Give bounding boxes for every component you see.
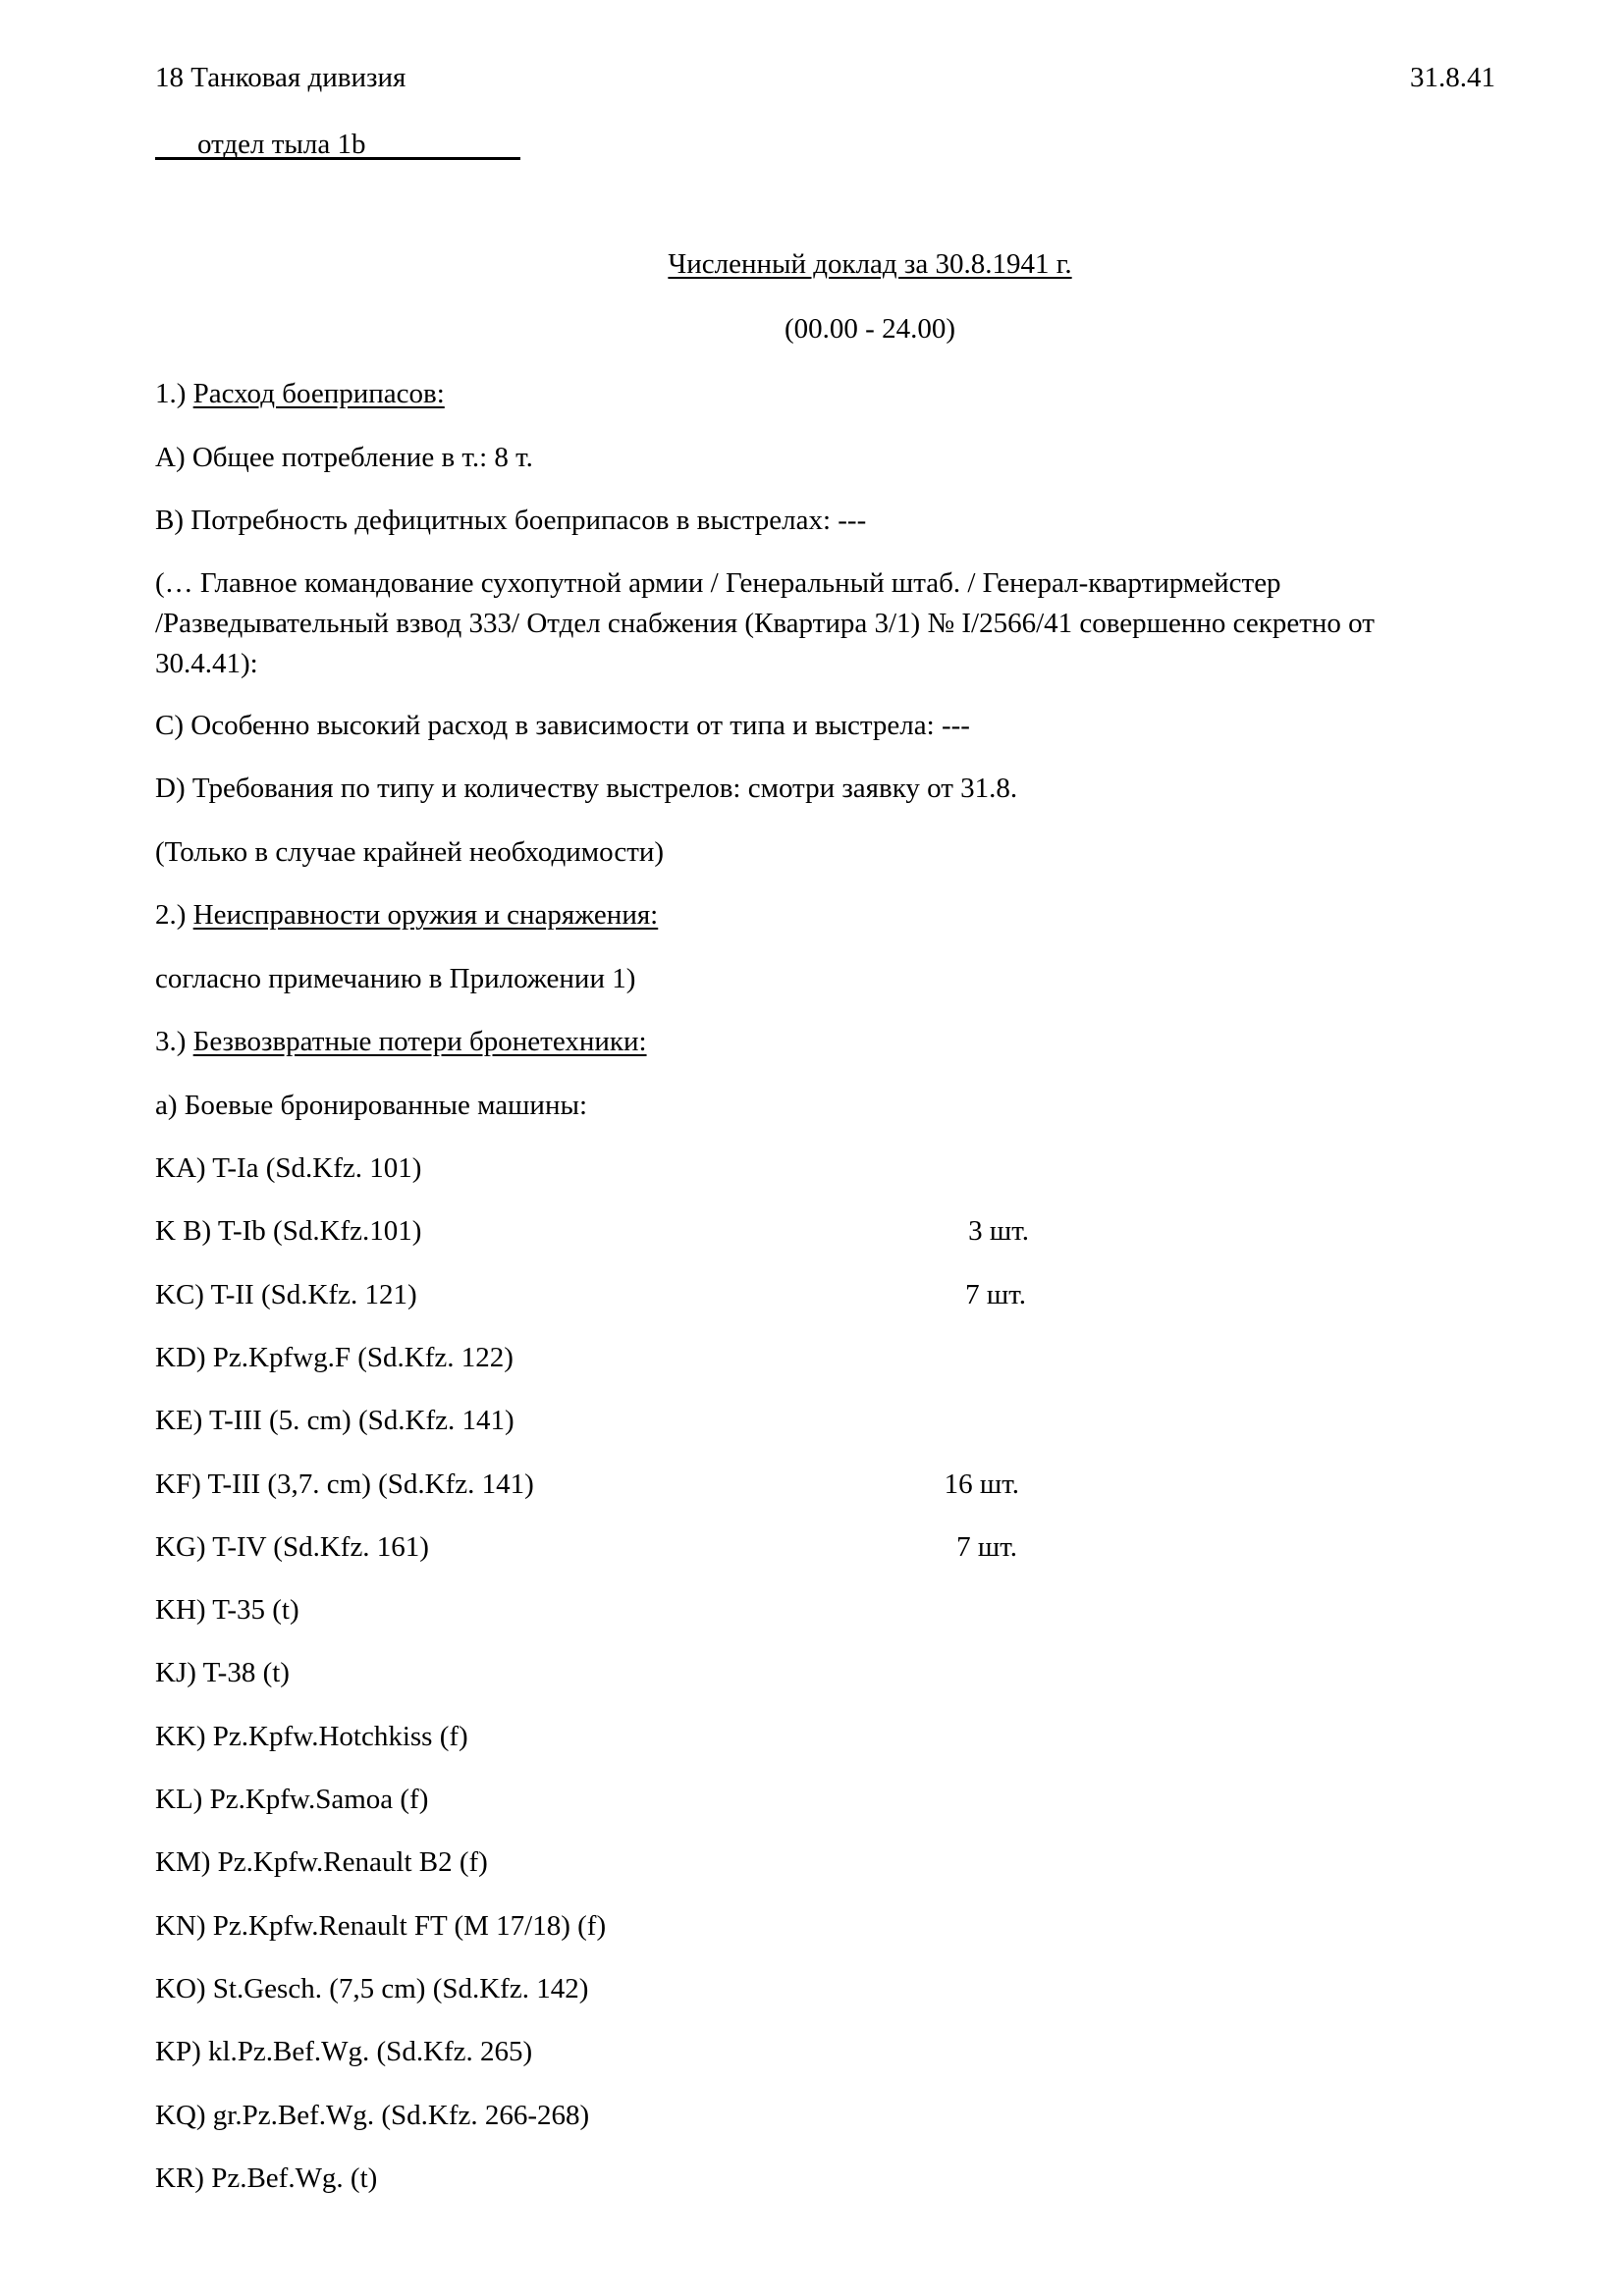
section-3-number: 3.) bbox=[155, 1026, 187, 1057]
section-1-number: 1.) bbox=[155, 378, 187, 409]
ammo-note: (Только в случае крайней необходимости) bbox=[155, 836, 665, 868]
vehicle-row: KP) kl.Pz.Bef.Wg. (Sd.Kfz. 265) bbox=[155, 2036, 533, 2067]
section-2-text: согласно примечанию в Приложении 1) bbox=[155, 963, 636, 994]
document-title bbox=[0, 247, 1624, 281]
department-line bbox=[155, 128, 520, 160]
title-text: Численный доклад за 30.8.1941 г. bbox=[668, 248, 1072, 280]
vehicle-row: KH) T-35 (t) bbox=[155, 1594, 299, 1626]
ammo-item-c: C) Особенно высокий расход в зависимости от типа и выстрела: --- bbox=[155, 710, 970, 741]
ammo-item-a: A) Общее потребление в т.: 8 т. bbox=[155, 442, 533, 473]
vehicle-row: K B) T-Ib (Sd.Kfz.101) bbox=[155, 1215, 422, 1247]
vehicle-quantity: 16 шт. bbox=[944, 1468, 1019, 1500]
section-1-title: Расход боеприпасов: bbox=[192, 378, 445, 409]
vehicle-row: KN) Pz.Kpfw.Renault FT (M 17/18) (f) bbox=[155, 1910, 607, 1942]
section-1-heading bbox=[155, 377, 445, 410]
vehicle-row: KJ) T-38 (t) bbox=[155, 1657, 290, 1688]
section-3-subheading: a) Боевые бронированные машины: bbox=[155, 1090, 588, 1121]
section-3-title: Безвозвратные потери бронетехники: bbox=[192, 1026, 647, 1057]
vehicle-row: KO) St.Gesch. (7,5 cm) (Sd.Kfz. 142) bbox=[155, 1973, 589, 2004]
section-2-title: Неисправности оружия и снаряжения: bbox=[192, 899, 659, 931]
vehicle-row: KE) T-III (5. cm) (Sd.Kfz. 141) bbox=[155, 1405, 514, 1436]
reference-line: 30.4.41): bbox=[155, 648, 258, 679]
vehicle-row: KC) T-II (Sd.Kfz. 121) bbox=[155, 1279, 417, 1310]
reference-line: /Разведывательный взвод 333/ Отдел снабжения (Квартира 3/1) № I/2566/41 совершенно секретно от bbox=[155, 608, 1375, 639]
department-name: отдел тыла 1b bbox=[197, 129, 366, 160]
vehicle-row: KM) Pz.Kpfw.Renault B2 (f) bbox=[155, 1846, 488, 1878]
vehicle-row: KR) Pz.Bef.Wg. (t) bbox=[155, 2163, 378, 2194]
unit-name: 18 Танковая дивизия bbox=[155, 62, 406, 93]
vehicle-row: KF) T-III (3,7. cm) (Sd.Kfz. 141) bbox=[155, 1468, 534, 1500]
section-2-number: 2.) bbox=[155, 899, 187, 931]
vehicle-quantity: 7 шт. bbox=[965, 1279, 1026, 1310]
document-date: 31.8.41 bbox=[1410, 62, 1495, 93]
section-3-heading bbox=[155, 1025, 647, 1058]
vehicle-quantity: 7 шт. bbox=[956, 1531, 1017, 1563]
ammo-item-b: B) Потребность дефицитных боеприпасов в выстрелах: --- bbox=[155, 505, 867, 536]
section-2-heading bbox=[155, 898, 658, 932]
vehicle-row: KA) T-Ia (Sd.Kfz. 101) bbox=[155, 1152, 422, 1184]
vehicle-row: KD) Pz.Kpfwg.F (Sd.Kfz. 122) bbox=[155, 1342, 514, 1373]
vehicle-row: KK) Pz.Kpfw.Hotchkiss (f) bbox=[155, 1721, 468, 1752]
vehicle-row: KL) Pz.Kpfw.Samoa (f) bbox=[155, 1784, 429, 1815]
reference-line: (… Главное командование сухопутной армии / Генеральный штаб. / Генерал-квартирмейстер bbox=[155, 567, 1281, 599]
vehicle-quantity: 3 шт. bbox=[968, 1215, 1029, 1247]
ammo-item-d: D) Требования по типу и количеству выстрелов: смотри заявку от 31.8. bbox=[155, 773, 1018, 804]
vehicle-row: KG) T-IV (Sd.Kfz. 161) bbox=[155, 1531, 429, 1563]
vehicle-row: KQ) gr.Pz.Bef.Wg. (Sd.Kfz. 266-268) bbox=[155, 2100, 590, 2131]
reference-paragraph bbox=[155, 563, 1375, 684]
report-period: (00.00 - 24.00) bbox=[785, 313, 955, 345]
